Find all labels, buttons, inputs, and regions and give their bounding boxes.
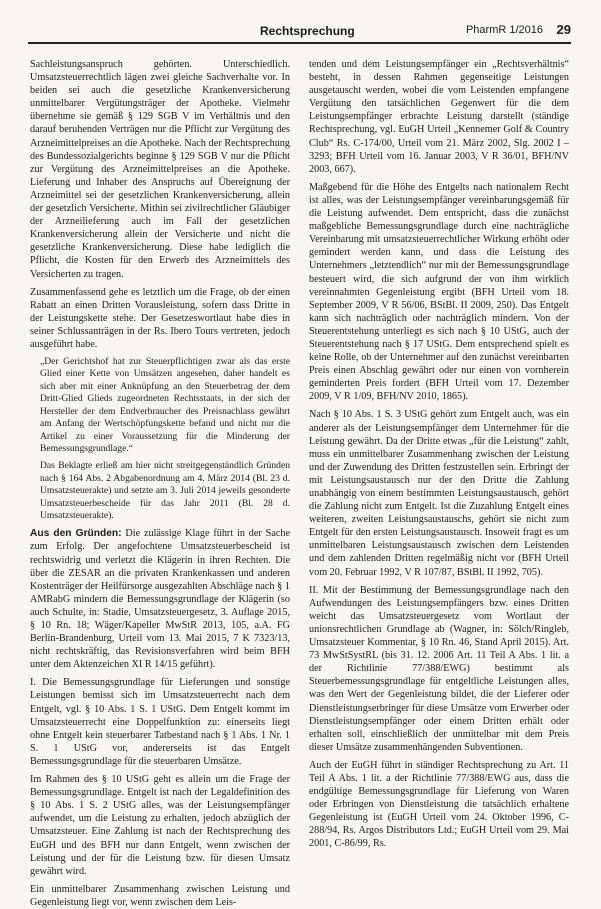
paragraph: Im Rahmen des § 10 UStG geht es allein um die Frage der Bemessungsgrundlage. Entgelt ist nach der Legaldefinition des § 10 Abs. 1 S. 2 UStG alles, was der Leistungsempfänger aufwendet, um die Leistung zu erhalten, jedoch abzüglich der Umsatzsteuer. Eine Zahlung ist nach der Rechtsprechung des EuGH und des BFH nur dann Entgelt, wenn zwischen der Leistung und der für die Leistung bzw. für diesen Umsatz gewährt wird. (30, 774, 290, 877)
paragraph: Maßgebend für die Höhe des Entgelts nach nationalem Recht ist alles, was der Leistungsempfänger vereinbarungsgemäß für die Leistung aufwendet. Dem entspricht, dass die zunächst maßgebliche Bemessungsgrundlage durch eine nachträgliche Vereinbarung mit umsatzsteuerrechtlicher Wirkung erhöht oder gemindert werden kann, und dass die Leistung des Unternehmers „letztendlich“ nur mit der Bemessungsgrundlage besteuert wird, die sich aufgrund der von ihm wirklich vereinnahmten Gegenleistung ergibt (BFH Urteil vom 18. September 2009, V R 56/06, BStBl. II 2009, 250). Das Entgelt kann sich nachträglich oder nachträglich mindern. Von der Steuerentstehung unterliegt es sich nach § 10 UStG, auch der Steuerentstehung nach § 17 UStG. Dem entsprechend spielt es keine Rolle, ob der Unternehmer auf den zunächst vereinbarten Preis einen Abschlag gewährt oder nur einen von vornherein geminderten Preis fordert (BFH Urteil vom 17. Dezember 2009, V R 1/09, BFH/NV 2010, 1865). (309, 181, 569, 403)
paragraph: tenden und dem Leistungsempfänger ein „Rechtsverhältnis“ besteht, in dessen Rahmen gegenseitige Leistungen ausgetauscht werden, wobei die vom Leistenden empfangene Vergütung den tatsächlichen Gegenwert für die dem Leistungsempfänger erbrachte Leistung darstellt (ständige Rechtsprechung, vgl. EuGH Urteil „Kennemer Golf & Country Club“ Rs. C-174/00, Urteil vom 21. März 2002, Slg. 2002 I – 3293; BFH Urteil vom 16. Januar 2003, V R 36/01, BFH/NV 2003, 667). (309, 59, 569, 175)
reasons-paragraph (30, 527, 290, 671)
paragraph: Sachleistungsanspruch gehörten. Unterschiedlich. Umsatzsteuerrechtlich lägen zwei gleiche Sachverhalte vor. In beiden sei auch die gesetzliche Krankenversicherung unmittelbarer Vergütungsträger der Apotheke. Vielmehr übernehme sie gemäß § 129 SGB V im Verhältnis und den darauf beruhenden Verträgen nur die Pflicht zur Vergütung des Arzneimittelpreises an die Apotheke. Nach der Rechtsprechung des Bundessozialgerichts beginne § 129 SGB V nur die Pflicht zur Vergütung des Arzneimittelpreises an die Apotheke. Lieferung und Inhaber des Anspruchs auf Übereignung der Arzneimittel sei der gesetzlichen Krankenversicherung, allein der gesetzlich Versicherte. Mithin sei zivilrechtlicher Gläubiger der Arzneilieferung auch im Fall der gesetzlichen Krankenversicherung allein der Versicherte und nicht die gesetzliche Krankenversicherung. Diese habe lediglich die Pflicht, die Kosten für den Erwerb des Arzneimittels des Versicherten zu tragen. (30, 59, 290, 280)
reasons-heading: Aus den Gründen: (30, 528, 122, 540)
paragraph: Ein unmittelbarer Zusammenhang zwischen Leistung und Gegenleistung liegt vor, wenn zwischen dem Leis- (30, 883, 290, 908)
paragraph: II. Mit der Bestimmung der Bemessungsgrundlage nach den Aufwendungen des Leistungsempfängers bzw. eines Dritten weicht das Umsatzsteuergesetz vom Wortlaut der unionsrechtlichen Grundlage ab (Wagner, in: Sölch/Ringleb, Umsatzsteuer Kommentar, § 10 Rn. 46, Stand April 2015). Art. 73 MwStSystRL (bis 31. 12. 2006 Art. 11 Teil A Abs. 1 lit. a der Richtlinie 77/388/EWG) bestimmt als Steuerbemessungsgrundlage für entgeltliche Leistungen alles, was den Wert der Gegenleistung bildet, die der Lieferer oder Dienstleistungserbringer für diese Umsätze vom Erwerber oder Dienstleistungsempfänger oder einem Dritten erhält oder erhalten soll, einschließlich der unmittelbar mit dem Preis dieser Umsätze zusammenhängenden Subventionen. (309, 584, 569, 753)
journal-reference: PharmR 1/2016 (465, 24, 543, 36)
paragraph: I. Die Bemessungsgrundlage für Lieferungen und sonstige Leistungen bemisst sich im Umsatzsteuerrecht nach dem Entgelt, vgl. § 10 Abs. 1 S. 1 UStG. Dem Entgelt kommt im Umsatzsteuerrecht eine Doppelfunktion zu: einerseits liegt ohne Entgelt kein steuerbarer Tatbestand nach § 1 Abs. 1 Nr. 1 S. 1 UStG vor, andererseits ist das Entgelt Bemessungsgrundlage für die steuerbaren Umsätze. (30, 677, 290, 767)
paragraph: Auch der EuGH führt in ständiger Rechtsprechung zu Art. 11 Teil A Abs. 1 lit. a der Richtlinie 77/388/EWG aus, dass die endgültige Bemessungsgrundlage für Lieferung von Waren oder Erbringen von Dienstleistung die tatsächlich erhaltene Gegenleistung ist (EuGH Urteil vom 24. Oktober 1996, C-288/94, Rs. Argos Distributors Ltd.; EuGH Urteil vom 29. Mai 2001, C-86/99, Rs. (309, 759, 569, 850)
page-number: 29 (556, 22, 571, 37)
right-column (309, 58, 569, 850)
page-header (28, 22, 571, 44)
paragraph-small: Das Beklagte erließ am hier nicht streitgegenständlich Gründen nach § 164 Abs. 2 Abgabenordnung am 4. März 2014 (Bl. 23 d. Umsatzsteuerakte) und setzte am 3. Juli 2014 jeweils gesonderte Umsatzsteuerbescheide für das Jahr 2011 (Bl. 28 d. Umsatzsteuerakte). (40, 460, 290, 521)
paragraph: Nach § 10 Abs. 1 S. 3 UStG gehört zum Entgelt auch, was ein anderer als der Leistungsempfänger dem Unternehmer für die Leistung gewährt. Da der Dritte etwas „für die Leistung“ zahlt, muss ein unmittelbarer Zusammenhang zwischen der Leistung und der Zuwendung des Dritten festzustellen sein. Erbringt der mit Leistungsaustausch nur der den Dritte die Zahlung unabhängig von einem bestimmten Leistungsaustausch, gehört die Zahlung nicht zum Entgelt. Ist die Zuzahlung Entgelt eines weiteren, zweiten Leistungsaustauschs, gehört sie nicht zum Entgelt für den ersten Leistungsaustausch. Insoweit fragt es um unmittelbaren Leistungsaustausch zwischen dem Leistenden und dem zahlenden Dritten regelmäßig nicht vor (BFH Urteil vom 20. Februar 1992, V R 107/87, BStBl. II 1992, 705). (309, 409, 569, 578)
reasons-text: Die zulässige Klage führt in der Sache zum Erfolg. Der angefochtene Umsatzsteuerbescheid ist rechtswidrig und verletzt die Klägerin in ihren Rechten. Die über die ZESAR an die privaten Krankenkassen und anderen Kostenträger der Heilfürsorge ausgezahlten Abschläge nach § 1 AMRabG mindern die Bemessungsgrundlage der Klägerin (so auch Schulte, in: Stadie, Umsatzsteuergesetz, 3. Auflage 2015, § 10 Rn. 18; Wäger/Kapeller MwStR 2013, 105, a.A. FG Berlin-Brandenburg, Urteil vom 13. Mai 2015, 7 K 7323/13, nicht rechtskräftig, das Revisionsverfahren wird beim BFH unter dem Aktenzeichen XI R 14/15 geführt). (30, 528, 291, 671)
left-column (30, 58, 291, 908)
paragraph: Zusammenfassend gehe es letztlich um die Frage, ob der einen Rabatt an einen Dritten Vorausleistung, sofern dass Dritte in der Leistungskette stehe. Der Gesetzeswortlaut habe dies in seiner Schlussanträgen in der Rs. Ibero Tours vertreten, jedoch ausgeführt habe. (30, 286, 290, 350)
section-title: Rechtsprechung (260, 24, 355, 38)
block-quote: „Der Gerichtshof hat zur Steuerpflichtigen zwar als das erste Glied einer Kette von Umsätzen angesehen, daher handelt es sich aber mit einer Anknüpfung an den Steuerbetrag der dem Dritt-Glied Glieds zugeordneten Rechtsstaats, in der sich der Hersteller der dem Endverbraucher des Preisnachlass gewährt am Anfang der Wertschöpfungskette befand und nicht nur die Artikel zu einer Voraussetzung für die Minderung der Bemessungsgrundlage.“ (40, 356, 290, 454)
